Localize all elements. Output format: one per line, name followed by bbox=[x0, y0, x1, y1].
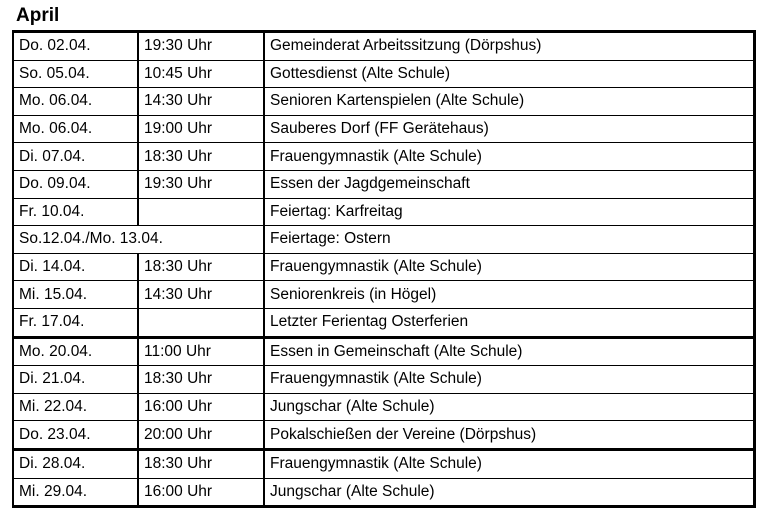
table-row bbox=[13, 478, 755, 507]
table-row bbox=[13, 449, 755, 478]
table-row bbox=[13, 253, 755, 281]
event-cell: Seniorenkreis (in Högel) bbox=[264, 281, 755, 309]
time-cell: 19:30 Uhr bbox=[138, 32, 264, 61]
time-cell bbox=[138, 198, 264, 226]
event-cell: Essen der Jagdgemeinschaft bbox=[264, 170, 755, 198]
time-cell: 16:00 Uhr bbox=[138, 393, 264, 421]
table-row bbox=[13, 393, 755, 421]
time-cell: 11:00 Uhr bbox=[138, 337, 264, 366]
table-row bbox=[13, 143, 755, 171]
date-cell: Di. 21.04. bbox=[13, 366, 138, 394]
time-cell: 19:00 Uhr bbox=[138, 115, 264, 143]
event-cell: Gemeinderat Arbeitssitzung (Dörpshus) bbox=[264, 32, 755, 61]
time-cell: 10:45 Uhr bbox=[138, 60, 264, 88]
time-cell: 16:00 Uhr bbox=[138, 478, 264, 507]
event-cell: Feiertag: Karfreitag bbox=[264, 198, 755, 226]
time-cell: 20:00 Uhr bbox=[138, 421, 264, 450]
date-cell: Mi. 15.04. bbox=[13, 281, 138, 309]
month-heading: April bbox=[16, 5, 60, 26]
event-cell: Frauengymnastik (Alte Schule) bbox=[264, 253, 755, 281]
date-cell: Mo. 20.04. bbox=[13, 337, 138, 366]
date-cell: Di. 14.04. bbox=[13, 253, 138, 281]
event-cell: Gottesdienst (Alte Schule) bbox=[264, 60, 755, 88]
table-row bbox=[13, 308, 755, 337]
time-cell: 19:30 Uhr bbox=[138, 170, 264, 198]
date-cell: Di. 28.04. bbox=[13, 449, 138, 478]
table-row bbox=[13, 366, 755, 394]
table-row bbox=[13, 198, 755, 226]
table-row bbox=[13, 88, 755, 116]
date-cell: Mo. 06.04. bbox=[13, 115, 138, 143]
date-cell: So. 05.04. bbox=[13, 60, 138, 88]
event-cell: Frauengymnastik (Alte Schule) bbox=[264, 366, 755, 394]
event-cell: Essen in Gemeinschaft (Alte Schule) bbox=[264, 337, 755, 366]
time-cell: 18:30 Uhr bbox=[138, 253, 264, 281]
event-cell: Frauengymnastik (Alte Schule) bbox=[264, 143, 755, 171]
table-row bbox=[13, 281, 755, 309]
table-row bbox=[13, 115, 755, 143]
date-cell: So.12.04./Mo. 13.04. bbox=[13, 226, 264, 254]
event-cell: Frauengymnastik (Alte Schule) bbox=[264, 449, 755, 478]
date-cell: Di. 07.04. bbox=[13, 143, 138, 171]
date-cell: Fr. 17.04. bbox=[13, 308, 138, 337]
date-cell: Mo. 06.04. bbox=[13, 88, 138, 116]
event-cell: Pokalschießen der Vereine (Dörpshus) bbox=[264, 421, 755, 450]
table-row bbox=[13, 170, 755, 198]
event-cell: Jungschar (Alte Schule) bbox=[264, 393, 755, 421]
time-cell: 14:30 Uhr bbox=[138, 281, 264, 309]
time-cell bbox=[138, 308, 264, 337]
time-cell: 18:30 Uhr bbox=[138, 143, 264, 171]
event-cell: Sauberes Dorf (FF Gerätehaus) bbox=[264, 115, 755, 143]
date-cell: Do. 23.04. bbox=[13, 421, 138, 450]
event-schedule-table bbox=[12, 30, 756, 508]
event-cell: Feiertage: Ostern bbox=[264, 226, 755, 254]
date-cell: Do. 02.04. bbox=[13, 32, 138, 61]
time-cell: 18:30 Uhr bbox=[138, 449, 264, 478]
table-row bbox=[13, 32, 755, 61]
date-cell: Fr. 10.04. bbox=[13, 198, 138, 226]
time-cell: 18:30 Uhr bbox=[138, 366, 264, 394]
table-row bbox=[13, 226, 755, 254]
event-cell: Letzter Ferientag Osterferien bbox=[264, 308, 755, 337]
date-cell: Do. 09.04. bbox=[13, 170, 138, 198]
event-cell: Senioren Kartenspielen (Alte Schule) bbox=[264, 88, 755, 116]
time-cell: 14:30 Uhr bbox=[138, 88, 264, 116]
table-row bbox=[13, 337, 755, 366]
table-row bbox=[13, 60, 755, 88]
event-cell: Jungschar (Alte Schule) bbox=[270, 482, 435, 500]
date-cell: Mi. 22.04. bbox=[13, 393, 138, 421]
date-cell: Mi. 29.04. bbox=[13, 478, 138, 507]
table-row bbox=[13, 421, 755, 450]
